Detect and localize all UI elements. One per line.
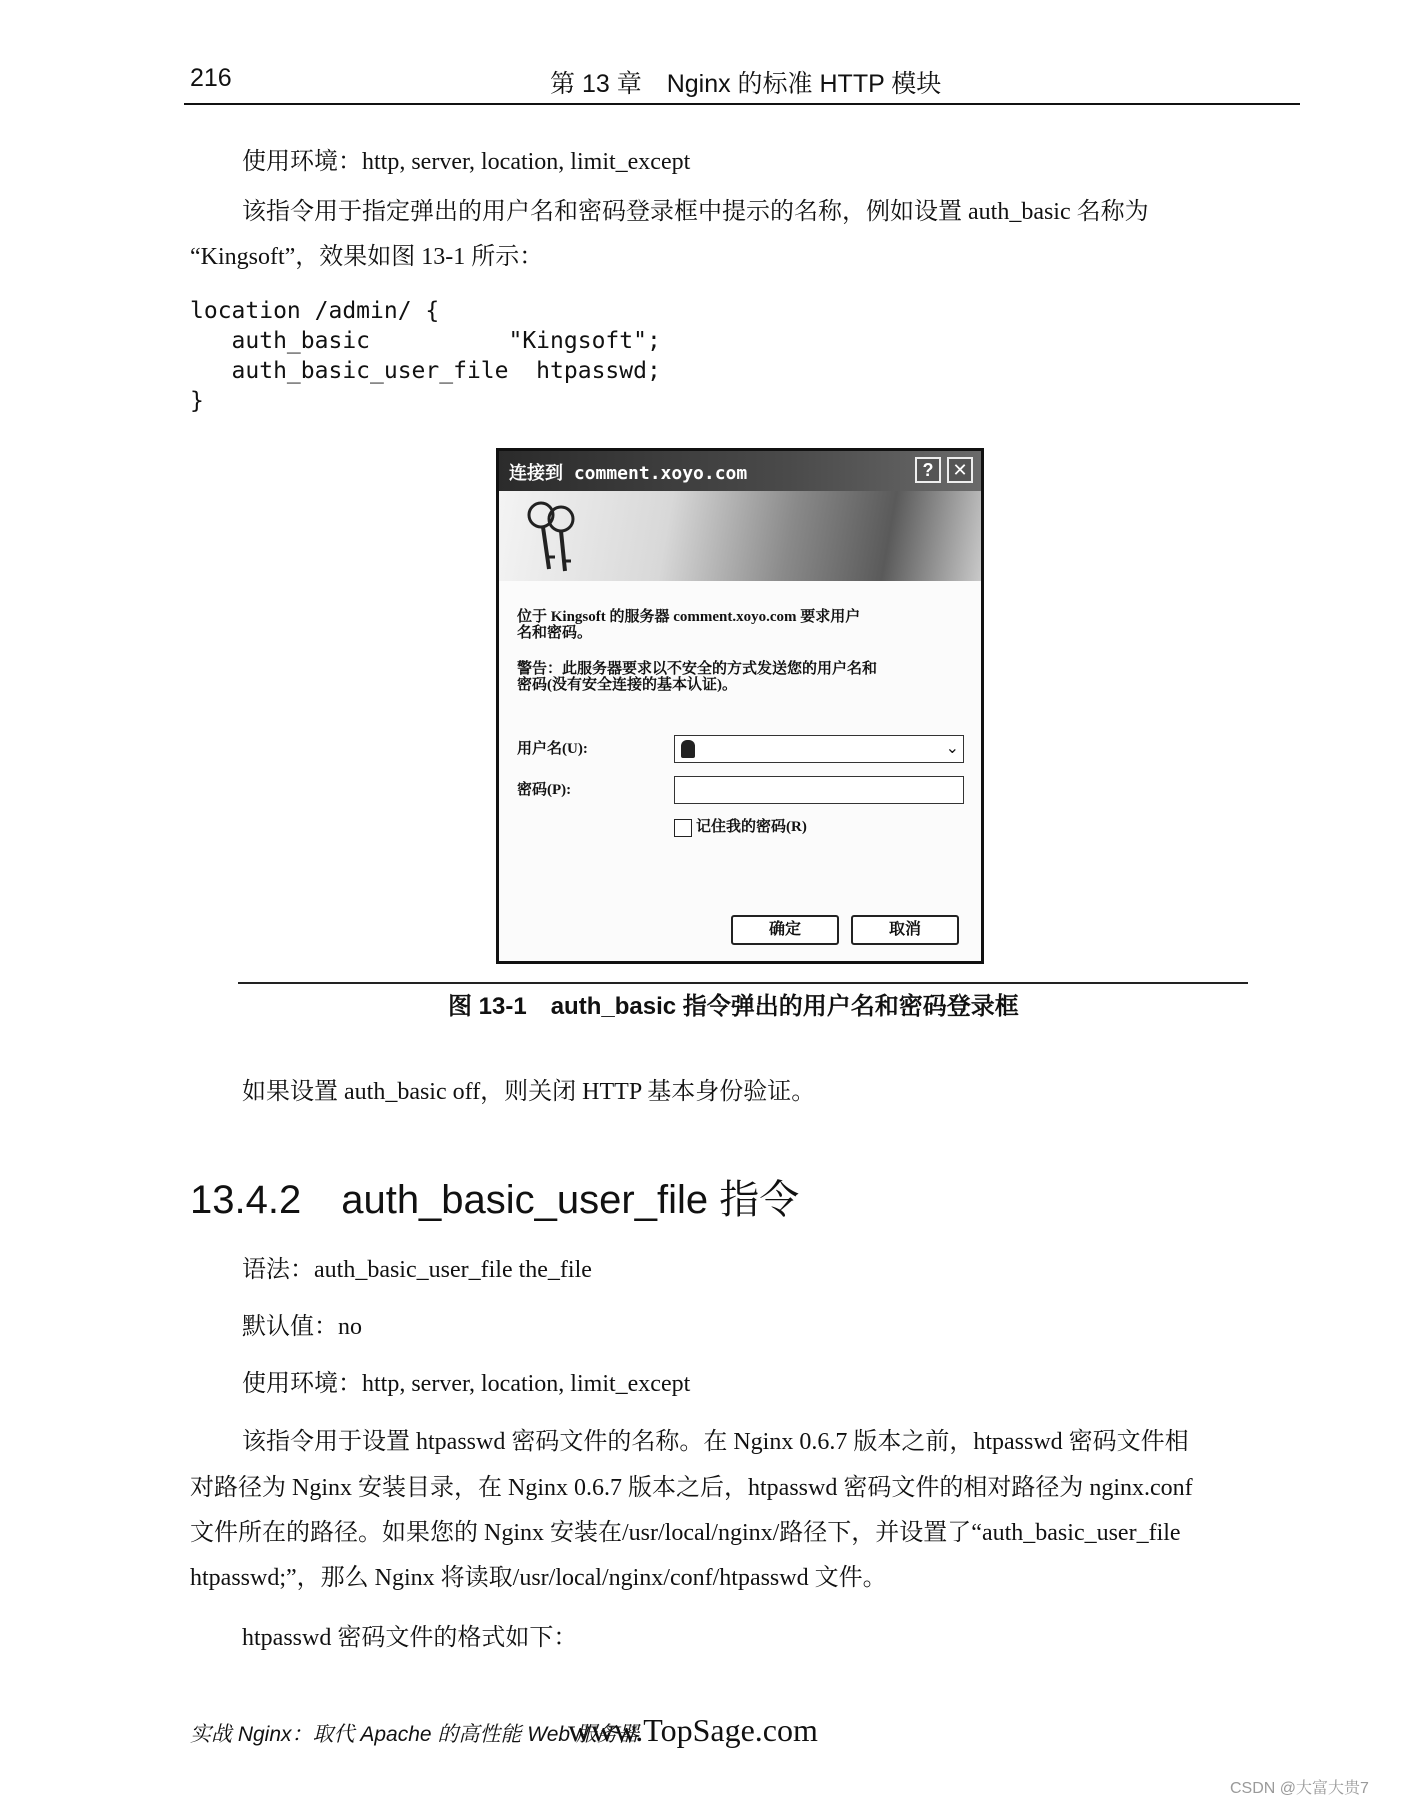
syntax-line: 语法：auth_basic_user_file the_file bbox=[242, 1257, 592, 1283]
watermark: CSDN @大富大贵7 bbox=[1230, 1780, 1369, 1797]
description-line: htpasswd;”，那么 Nginx 将读取/usr/local/nginx/conf/htpasswd 文件。 bbox=[190, 1565, 887, 1591]
description-line: 文件所在的路径。如果您的 Nginx 安装在/usr/local/nginx/路径下，并设置了“auth_basic_user_file bbox=[190, 1520, 1181, 1546]
password-field[interactable] bbox=[674, 776, 964, 804]
chapter-title: 第 13 章 Nginx 的标准 HTTP 模块 bbox=[550, 70, 942, 98]
footer-book-title: 实战 Nginx：取代 Apache 的高性能 Web 服务器 bbox=[190, 1723, 639, 1746]
user-avatar-icon bbox=[681, 740, 695, 758]
login-dialog bbox=[496, 448, 984, 964]
context-line: 使用环境：http, server, location, limit_except bbox=[242, 149, 691, 175]
dialog-warning: 密码(没有安全连接的基本认证)。 bbox=[517, 677, 737, 693]
chevron-down-icon[interactable]: ⌄ bbox=[945, 740, 959, 757]
off-paragraph: 如果设置 auth_basic off，则关闭 HTTP 基本身份验证。 bbox=[242, 1079, 816, 1105]
close-button[interactable]: ✕ bbox=[947, 457, 973, 483]
format-line: htpasswd 密码文件的格式如下： bbox=[242, 1625, 578, 1651]
dialog-warning: 警告：此服务器要求以不安全的方式发送您的用户名和 bbox=[517, 661, 878, 677]
dialog-title: 连接到 comment.xoyo.com bbox=[509, 463, 748, 484]
code-line: auth_basic "Kingsoft"; bbox=[190, 328, 661, 354]
description-line: “Kingsoft”，效果如图 13-1 所示： bbox=[190, 244, 544, 270]
help-button[interactable]: ? bbox=[915, 457, 941, 483]
figure-caption: 图 13-1 auth_basic 指令弹出的用户名和密码登录框 bbox=[448, 993, 1019, 1020]
dialog-message: 名和密码。 bbox=[517, 625, 593, 641]
dialog-banner bbox=[499, 491, 981, 581]
section-heading: 13.4.2 auth_basic_user_file 指令 bbox=[190, 1178, 800, 1222]
description-line: 该指令用于指定弹出的用户名和密码登录框中提示的名称，例如设置 auth_basic 名称为 bbox=[242, 199, 1149, 225]
figure-rule bbox=[238, 982, 1248, 984]
remember-label: 记住我的密码(R) bbox=[696, 819, 807, 835]
username-combobox[interactable] bbox=[674, 735, 964, 763]
username-label: 用户名(U): bbox=[517, 741, 588, 757]
cancel-button[interactable]: 取消 bbox=[851, 915, 959, 945]
description-line: 对路径为 Nginx 安装目录，在 Nginx 0.6.7 版本之后，htpasswd 密码文件的相对路径为 nginx.conf bbox=[190, 1475, 1193, 1501]
ok-button[interactable]: 确定 bbox=[731, 915, 839, 945]
page-number: 216 bbox=[190, 64, 232, 92]
remember-checkbox[interactable] bbox=[674, 819, 692, 837]
dialog-message: 位于 Kingsoft 的服务器 comment.xoyo.com 要求用户 bbox=[517, 609, 861, 625]
code-line: location /admin/ { bbox=[190, 298, 440, 324]
password-label: 密码(P): bbox=[517, 782, 572, 798]
code-line: } bbox=[190, 388, 204, 414]
code-line: auth_basic_user_file htpasswd; bbox=[190, 358, 661, 384]
keys-icon bbox=[519, 497, 589, 577]
default-line: 默认值：no bbox=[242, 1314, 362, 1340]
context-line: 使用环境：http, server, location, limit_except bbox=[242, 1371, 691, 1397]
description-line: 该指令用于设置 htpasswd 密码文件的名称。在 Nginx 0.6.7 版本之前，htpasswd 密码文件相 bbox=[242, 1429, 1189, 1455]
header-rule bbox=[184, 103, 1300, 105]
footer-site: www.TopSage.com bbox=[568, 1712, 818, 1748]
dialog-titlebar[interactable] bbox=[499, 451, 981, 491]
